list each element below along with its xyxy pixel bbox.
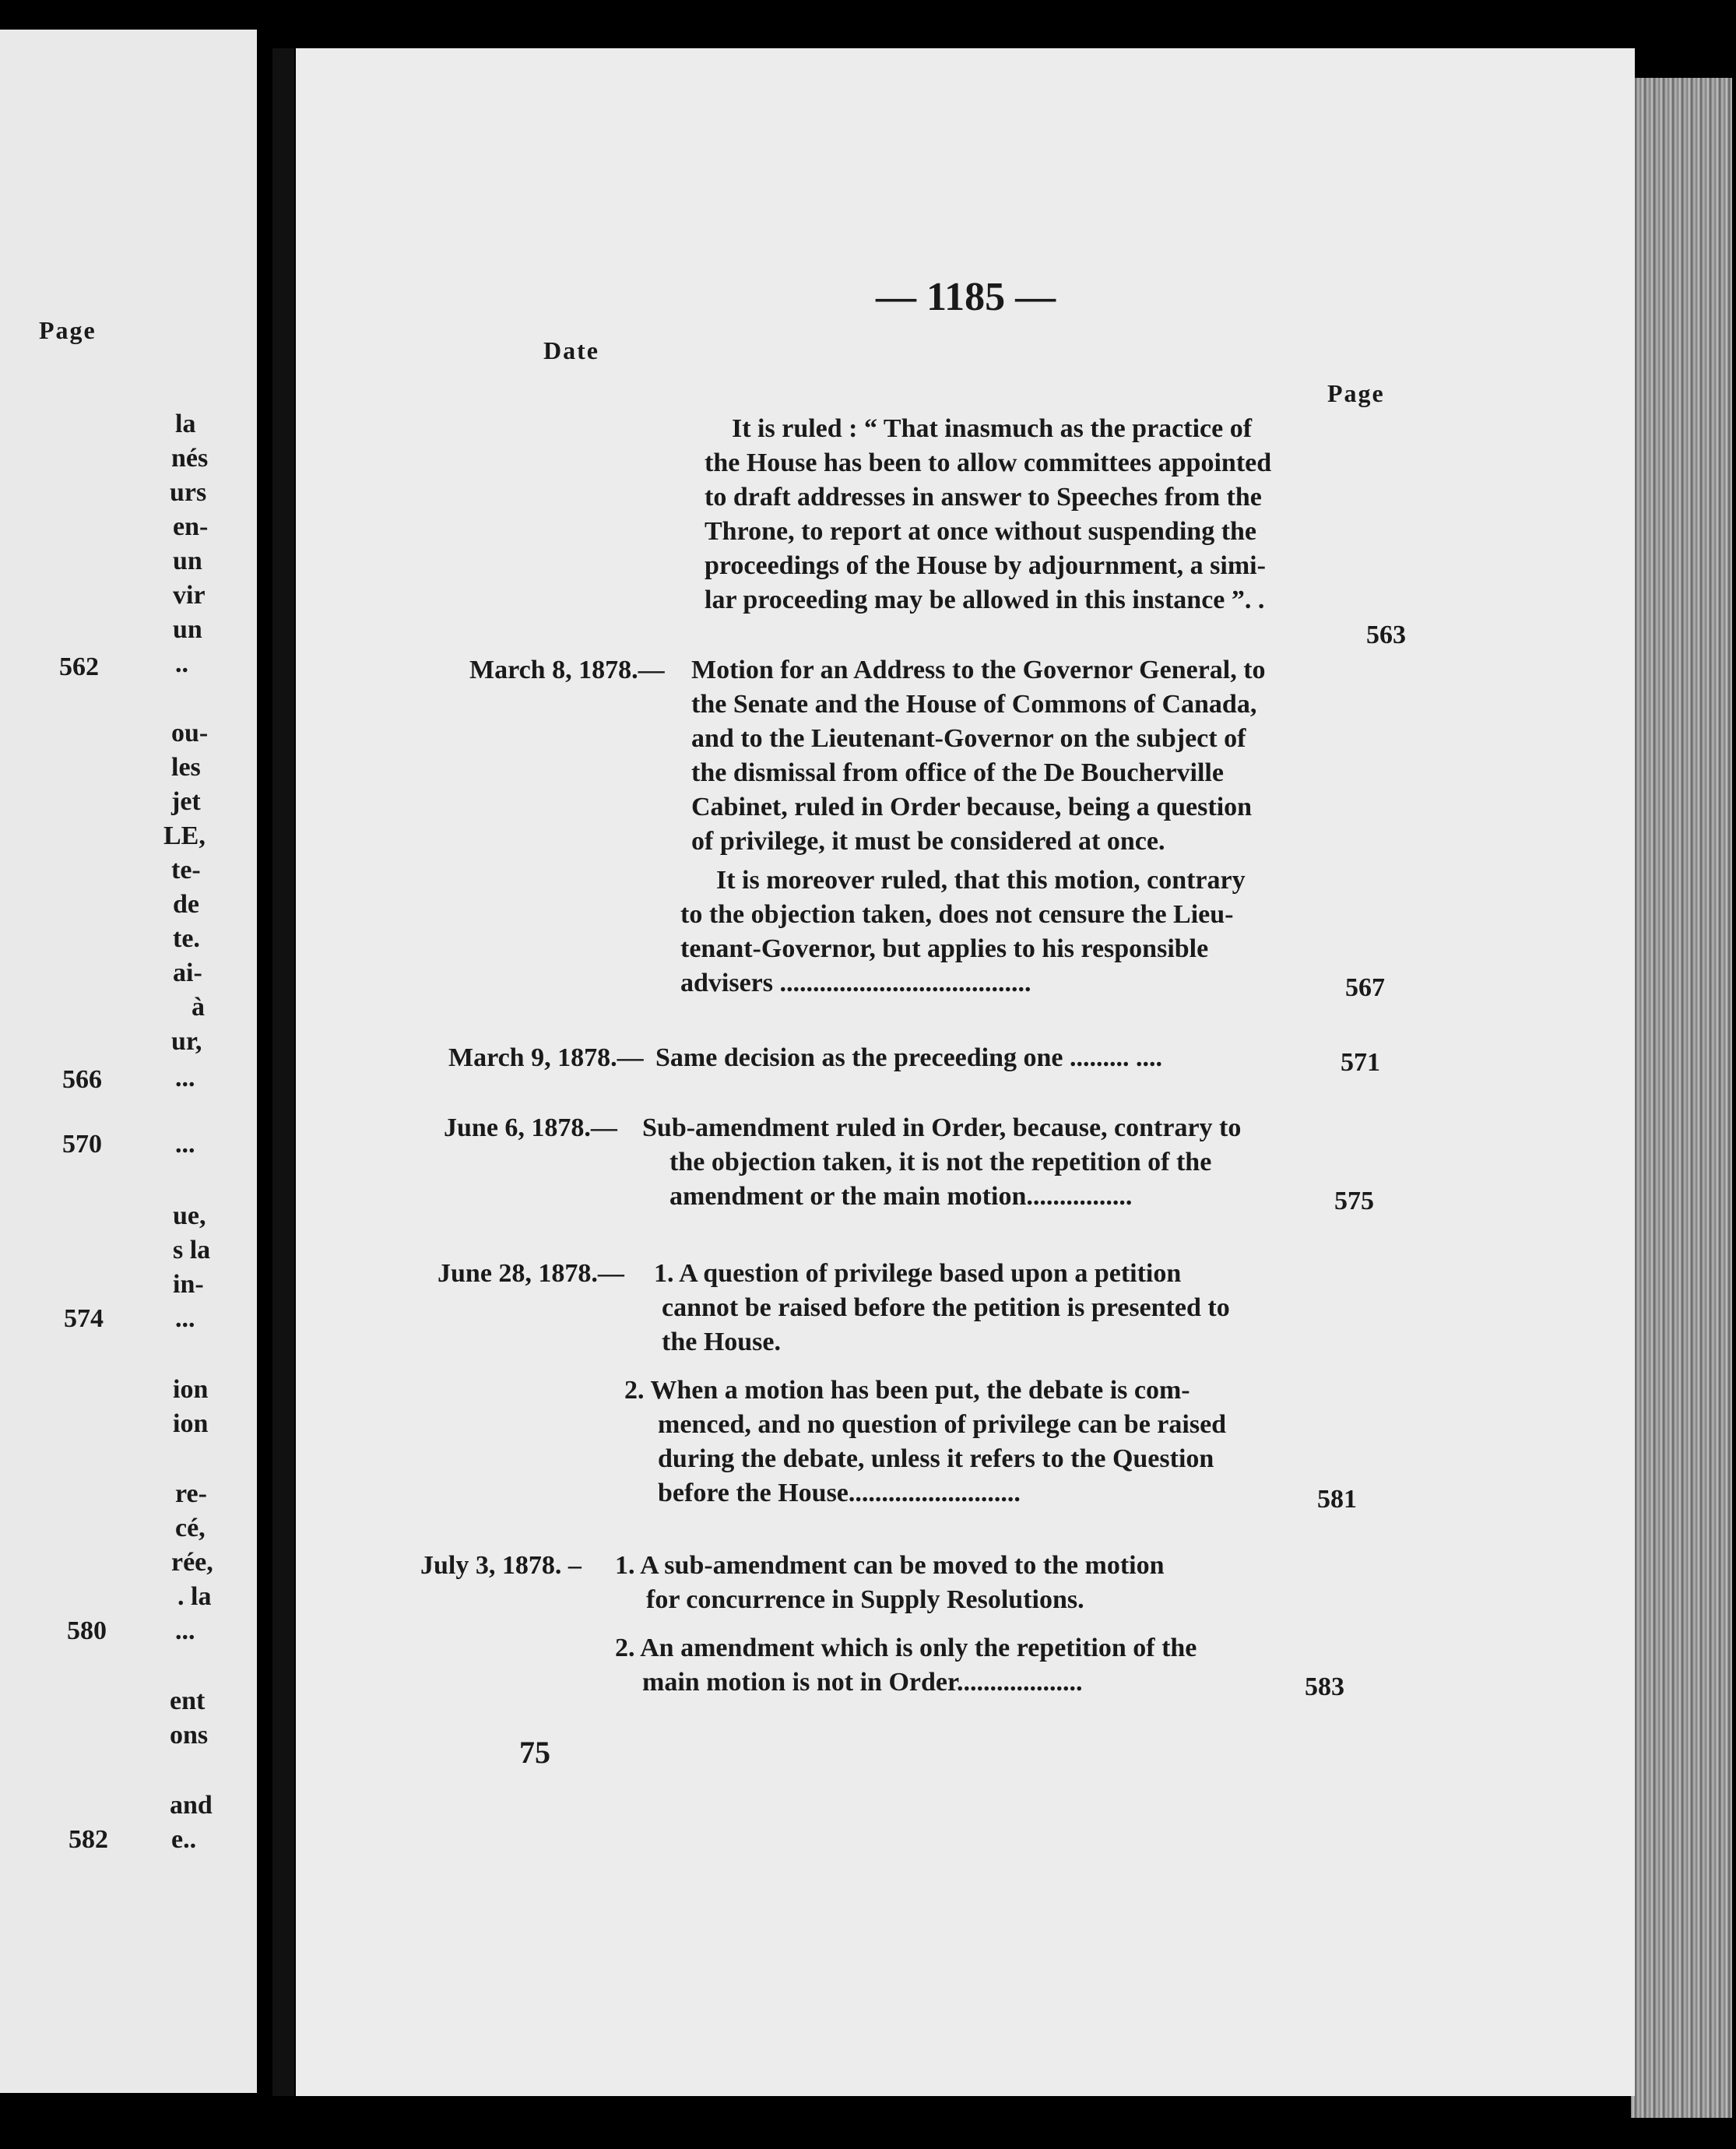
left-fragment: ..	[175, 649, 188, 678]
left-fragment: . la	[177, 1582, 212, 1611]
left-fragment: à	[192, 993, 205, 1022]
entry-line: Same decision as the preceeding one ......... ....	[655, 1043, 1163, 1072]
entry-date: March 9, 1878.—	[448, 1043, 644, 1072]
entry-line: Motion for an Address to the Governor General, to	[691, 656, 1266, 684]
entry-line: to draft addresses in answer to Speeches from the	[705, 483, 1262, 512]
entry-line: during the debate, unless it refers to the Question	[658, 1444, 1214, 1473]
left-page-number: 562	[59, 652, 99, 681]
left-fragment: te-	[171, 856, 201, 885]
left-fragment: vir	[173, 581, 206, 610]
entry-line: the objection taken, it is not the repetition of the	[669, 1148, 1212, 1176]
left-fragment: ou-	[171, 719, 209, 747]
left-page-header: Page	[39, 316, 97, 344]
entry-line: the House has been to allow committees appointed	[705, 448, 1272, 477]
entry-line: lar proceeding may be allowed in this instance ”. .	[705, 586, 1265, 614]
entry-line: Cabinet, ruled in Order because, being a question	[691, 793, 1253, 821]
entry-line: of privilege, it must be considered at once.	[691, 827, 1165, 856]
left-fragment: ...	[175, 1616, 195, 1645]
left-fragment: jet	[171, 787, 201, 816]
left-fragment: LE,	[163, 821, 206, 850]
left-fragment: rée,	[171, 1548, 213, 1577]
left-page-number: 582	[69, 1825, 108, 1854]
left-fragment: ...	[175, 1130, 195, 1159]
page-column-header: Page	[1327, 379, 1385, 407]
entry-line: Sub-amendment ruled in Order, because, contrary to	[642, 1113, 1242, 1142]
entry-line: advisers ......................................	[680, 969, 1031, 997]
left-fragment: un	[173, 547, 202, 575]
left-fragment: les	[171, 753, 201, 782]
entry-date: March 8, 1878.—	[469, 656, 665, 684]
left-fragment: and	[170, 1791, 213, 1820]
entry-date: July 3, 1878. –	[420, 1551, 582, 1580]
entry-line: the House.	[662, 1328, 781, 1356]
left-fragment: urs	[170, 478, 207, 507]
entry-date: June 28, 1878.—	[438, 1259, 624, 1288]
entry-line: cannot be raised before the petition is presented to	[662, 1293, 1230, 1322]
left-page	[0, 30, 257, 2093]
left-fragment: ue,	[173, 1201, 206, 1230]
left-fragment: ...	[175, 1304, 195, 1333]
entry-line: 2. When a motion has been put, the debate is com-	[624, 1376, 1190, 1405]
left-fragment: ...	[175, 1064, 195, 1092]
entry-line: and to the Lieutenant-Governor on the subject of	[691, 724, 1246, 753]
left-fragment: e..	[171, 1825, 197, 1854]
left-fragment: ons	[170, 1721, 209, 1750]
entry-line: the dismissal from office of the De Boucherville	[691, 758, 1224, 787]
left-fragment: in-	[173, 1270, 204, 1299]
entry-line: Throne, to report at once without suspending the	[705, 517, 1257, 546]
left-fragment: s la	[173, 1236, 211, 1264]
entry-page: 575	[1334, 1187, 1374, 1215]
entry-line: to the objection taken, does not censure the Lieu-	[680, 900, 1234, 929]
left-fragment: la	[175, 410, 196, 438]
page-number: — 1185 —	[876, 275, 1056, 319]
entry-page: 583	[1305, 1672, 1344, 1701]
entry-line: 1. A sub-amendment can be moved to the motion	[615, 1551, 1165, 1580]
left-fragment: cé,	[175, 1514, 206, 1542]
entry-page: 581	[1317, 1485, 1357, 1514]
entry-line: It is ruled : “ That inasmuch as the practice of	[732, 414, 1253, 443]
entry-line: for concurrence in Supply Resolutions.	[646, 1585, 1084, 1614]
left-fragment: ion	[173, 1409, 209, 1438]
left-page-number: 566	[62, 1065, 102, 1094]
entry-line: 2. An amendment which is only the repetition of the	[615, 1634, 1197, 1662]
left-fragment: ion	[173, 1375, 209, 1404]
date-column-header: Date	[543, 336, 599, 364]
left-fragment: nés	[171, 444, 209, 473]
entry-date: June 6, 1878.—	[444, 1113, 617, 1142]
left-page-number: 574	[64, 1304, 104, 1333]
left-fragment: te.	[173, 924, 200, 953]
entry-line: 1. A question of privilege based upon a petition	[654, 1259, 1182, 1288]
entry-line: amendment or the main motion................	[669, 1182, 1133, 1211]
page-edges	[1631, 78, 1732, 2118]
entry-page: 567	[1345, 973, 1385, 1002]
left-fragment: de	[173, 890, 199, 919]
left-page-number: 570	[62, 1130, 102, 1159]
left-fragment: re-	[175, 1479, 207, 1508]
entry-line: menced, and no question of privilege can be raised	[658, 1410, 1227, 1439]
left-fragment: ur,	[171, 1027, 202, 1056]
entry-line: before the House..........................	[658, 1479, 1021, 1507]
entry-line: tenant-Governor, but applies to his responsible	[680, 934, 1209, 963]
entry-line: the Senate and the House of Commons of Canada,	[691, 690, 1257, 719]
signature-folio: 75	[519, 1735, 550, 1770]
left-fragment: ent	[170, 1686, 206, 1715]
left-fragment: un	[173, 615, 202, 644]
left-fragment: ai-	[173, 958, 202, 987]
entry-line: main motion is not in Order...................	[642, 1668, 1083, 1697]
entry-page: 571	[1341, 1048, 1380, 1077]
book-gutter	[272, 48, 294, 2096]
left-fragment: en-	[173, 512, 209, 541]
entry-page: 563	[1366, 621, 1406, 649]
right-page	[296, 48, 1635, 2096]
entry-line: proceedings of the House by adjournment, a simi-	[705, 551, 1266, 580]
left-page-number: 580	[67, 1616, 107, 1645]
entry-line: It is moreover ruled, that this motion, contrary	[716, 866, 1246, 895]
